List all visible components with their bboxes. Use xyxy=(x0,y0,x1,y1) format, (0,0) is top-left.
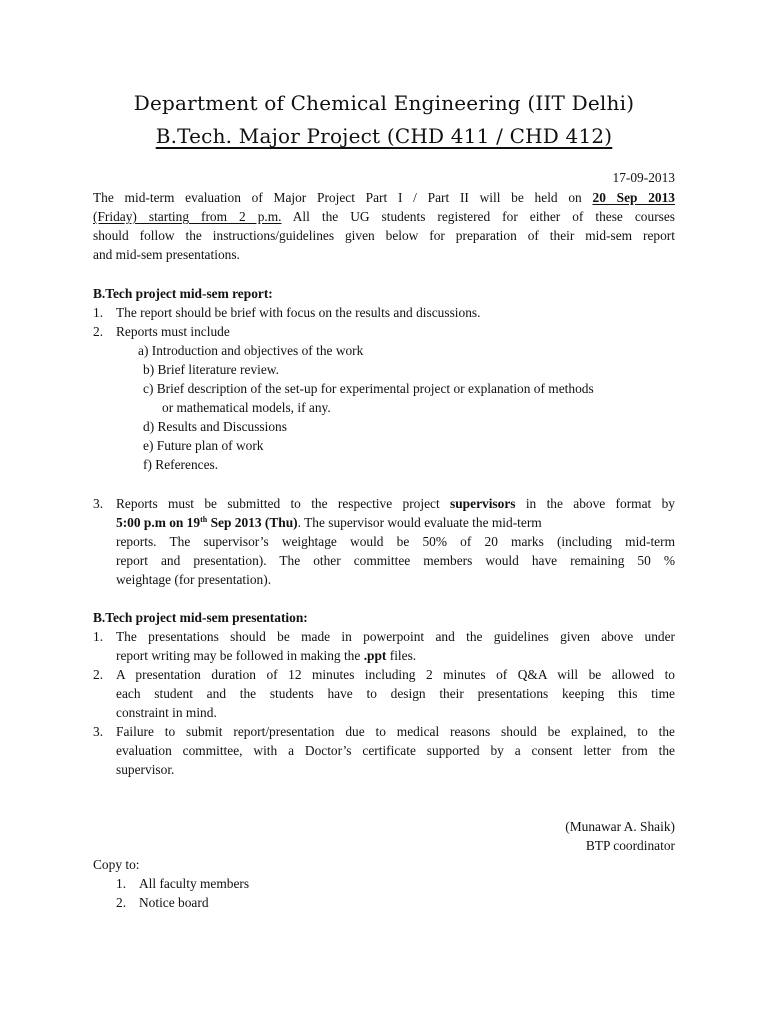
presentation-item-3-line-2: evaluation committee, with a Doctor’s certificate supported by a consent letter from the xyxy=(116,743,675,758)
report-item-1: The report should be brief with focus on the results and discussions. xyxy=(116,305,481,320)
presentation-item-1-line-2 xyxy=(116,648,416,664)
presentation-item-number: 3. xyxy=(93,724,104,739)
report-subitem: e) Future plan of work xyxy=(143,438,264,453)
copy-to-number: 1. xyxy=(116,876,127,891)
report-item-3-line-1 xyxy=(116,496,675,512)
page-title: Department of Chemical Engineering (IIT Delhi) xyxy=(133,91,635,115)
presentation-item-2-line-3: constraint in mind. xyxy=(116,705,217,720)
report-subitem: b) Brief literature review. xyxy=(143,362,279,377)
copy-to-item: Notice board xyxy=(139,895,209,910)
deadline-text xyxy=(116,515,298,530)
report-item-3-line-5: weightage (for presentation). xyxy=(116,572,272,587)
presentation-item-3-line-3: supervisor. xyxy=(116,762,175,777)
subtitle-text: B.Tech. Major Project (CHD 411 / CHD 412) xyxy=(155,124,613,148)
report-item-2: Reports must include xyxy=(116,324,230,339)
report-subitem-continued: or mathematical models, if any. xyxy=(162,400,331,415)
presentation-heading: B.Tech project mid-sem presentation: xyxy=(93,610,308,625)
report-item-3-line-3: reports. The supervisor’s weightage would be 50% of 20 marks (including mid-term xyxy=(116,534,675,549)
page-subtitle xyxy=(0,124,768,148)
presentation-item-number: 1. xyxy=(93,629,104,644)
supervisors-text: supervisors xyxy=(450,496,516,511)
presentation-text: report writing may be followed in making the xyxy=(116,648,361,663)
intro-line-3: should follow the instructions/guidelines given below for preparation of their mid-sem report xyxy=(93,228,675,243)
report-heading: B.Tech project mid-sem report: xyxy=(93,286,273,301)
report-item-number: 3. xyxy=(93,496,104,511)
presentation-item-2-line-1: A presentation duration of 12 minutes including 2 minutes of Q&A will be allowed to xyxy=(116,667,675,682)
document-date: 17-09-2013 xyxy=(612,170,675,185)
report-text: in the above format by xyxy=(525,496,675,511)
presentation-item-2-line-2: each student and the students have to design their presentations keeping this time xyxy=(116,686,675,701)
report-item-number: 2. xyxy=(93,324,104,339)
presentation-item-number: 2. xyxy=(93,667,104,682)
presentation-item-3-line-1: Failure to submit report/presentation due to medical reasons should be explained, to the xyxy=(116,724,675,739)
report-subitem: a) Introduction and objectives of the work xyxy=(138,343,364,358)
intro-line-4: and mid-sem presentations. xyxy=(93,247,240,262)
report-subitem: f) References. xyxy=(143,457,219,472)
deadline-date: Sep 2013 (Thu) xyxy=(210,515,298,530)
copy-to-number: 2. xyxy=(116,895,127,910)
intro-text: All the UG students registered for either of these courses xyxy=(292,209,676,224)
copy-to-item: All faculty members xyxy=(139,876,250,891)
intro-line-2 xyxy=(93,209,675,225)
report-item-3-line-4: report and presentation). The other committee members would have remaining 50 % xyxy=(116,553,675,568)
report-text: Reports must be submitted to the respective project xyxy=(116,496,440,511)
evaluation-time: (Friday) starting from 2 p.m. xyxy=(93,209,282,224)
ppt-text: .ppt xyxy=(363,648,387,663)
signatory-role: BTP coordinator xyxy=(585,838,675,853)
intro-line-1 xyxy=(93,190,675,206)
intro-text: The mid-term evaluation of Major Project Part I / Part II will be held on xyxy=(93,190,582,205)
report-item-number: 1. xyxy=(93,305,104,320)
copy-to-label: Copy to: xyxy=(93,857,140,872)
deadline-time: 5:00 p.m on 19 xyxy=(116,515,201,530)
signatory-name: (Munawar A. Shaik) xyxy=(565,819,675,834)
ordinal-suffix: th xyxy=(200,515,208,524)
presentation-text: files. xyxy=(389,648,417,663)
report-subitem: c) Brief description of the set-up for experimental project or explanation of methods xyxy=(143,381,594,396)
evaluation-date: 20 Sep 2013 xyxy=(592,190,675,205)
report-subitem: d) Results and Discussions xyxy=(143,419,287,434)
presentation-item-1-line-1: The presentations should be made in powerpoint and the guidelines given above under xyxy=(116,629,675,644)
report-item-3-line-2 xyxy=(116,515,675,531)
report-text: . The supervisor would evaluate the mid-term xyxy=(297,515,542,530)
